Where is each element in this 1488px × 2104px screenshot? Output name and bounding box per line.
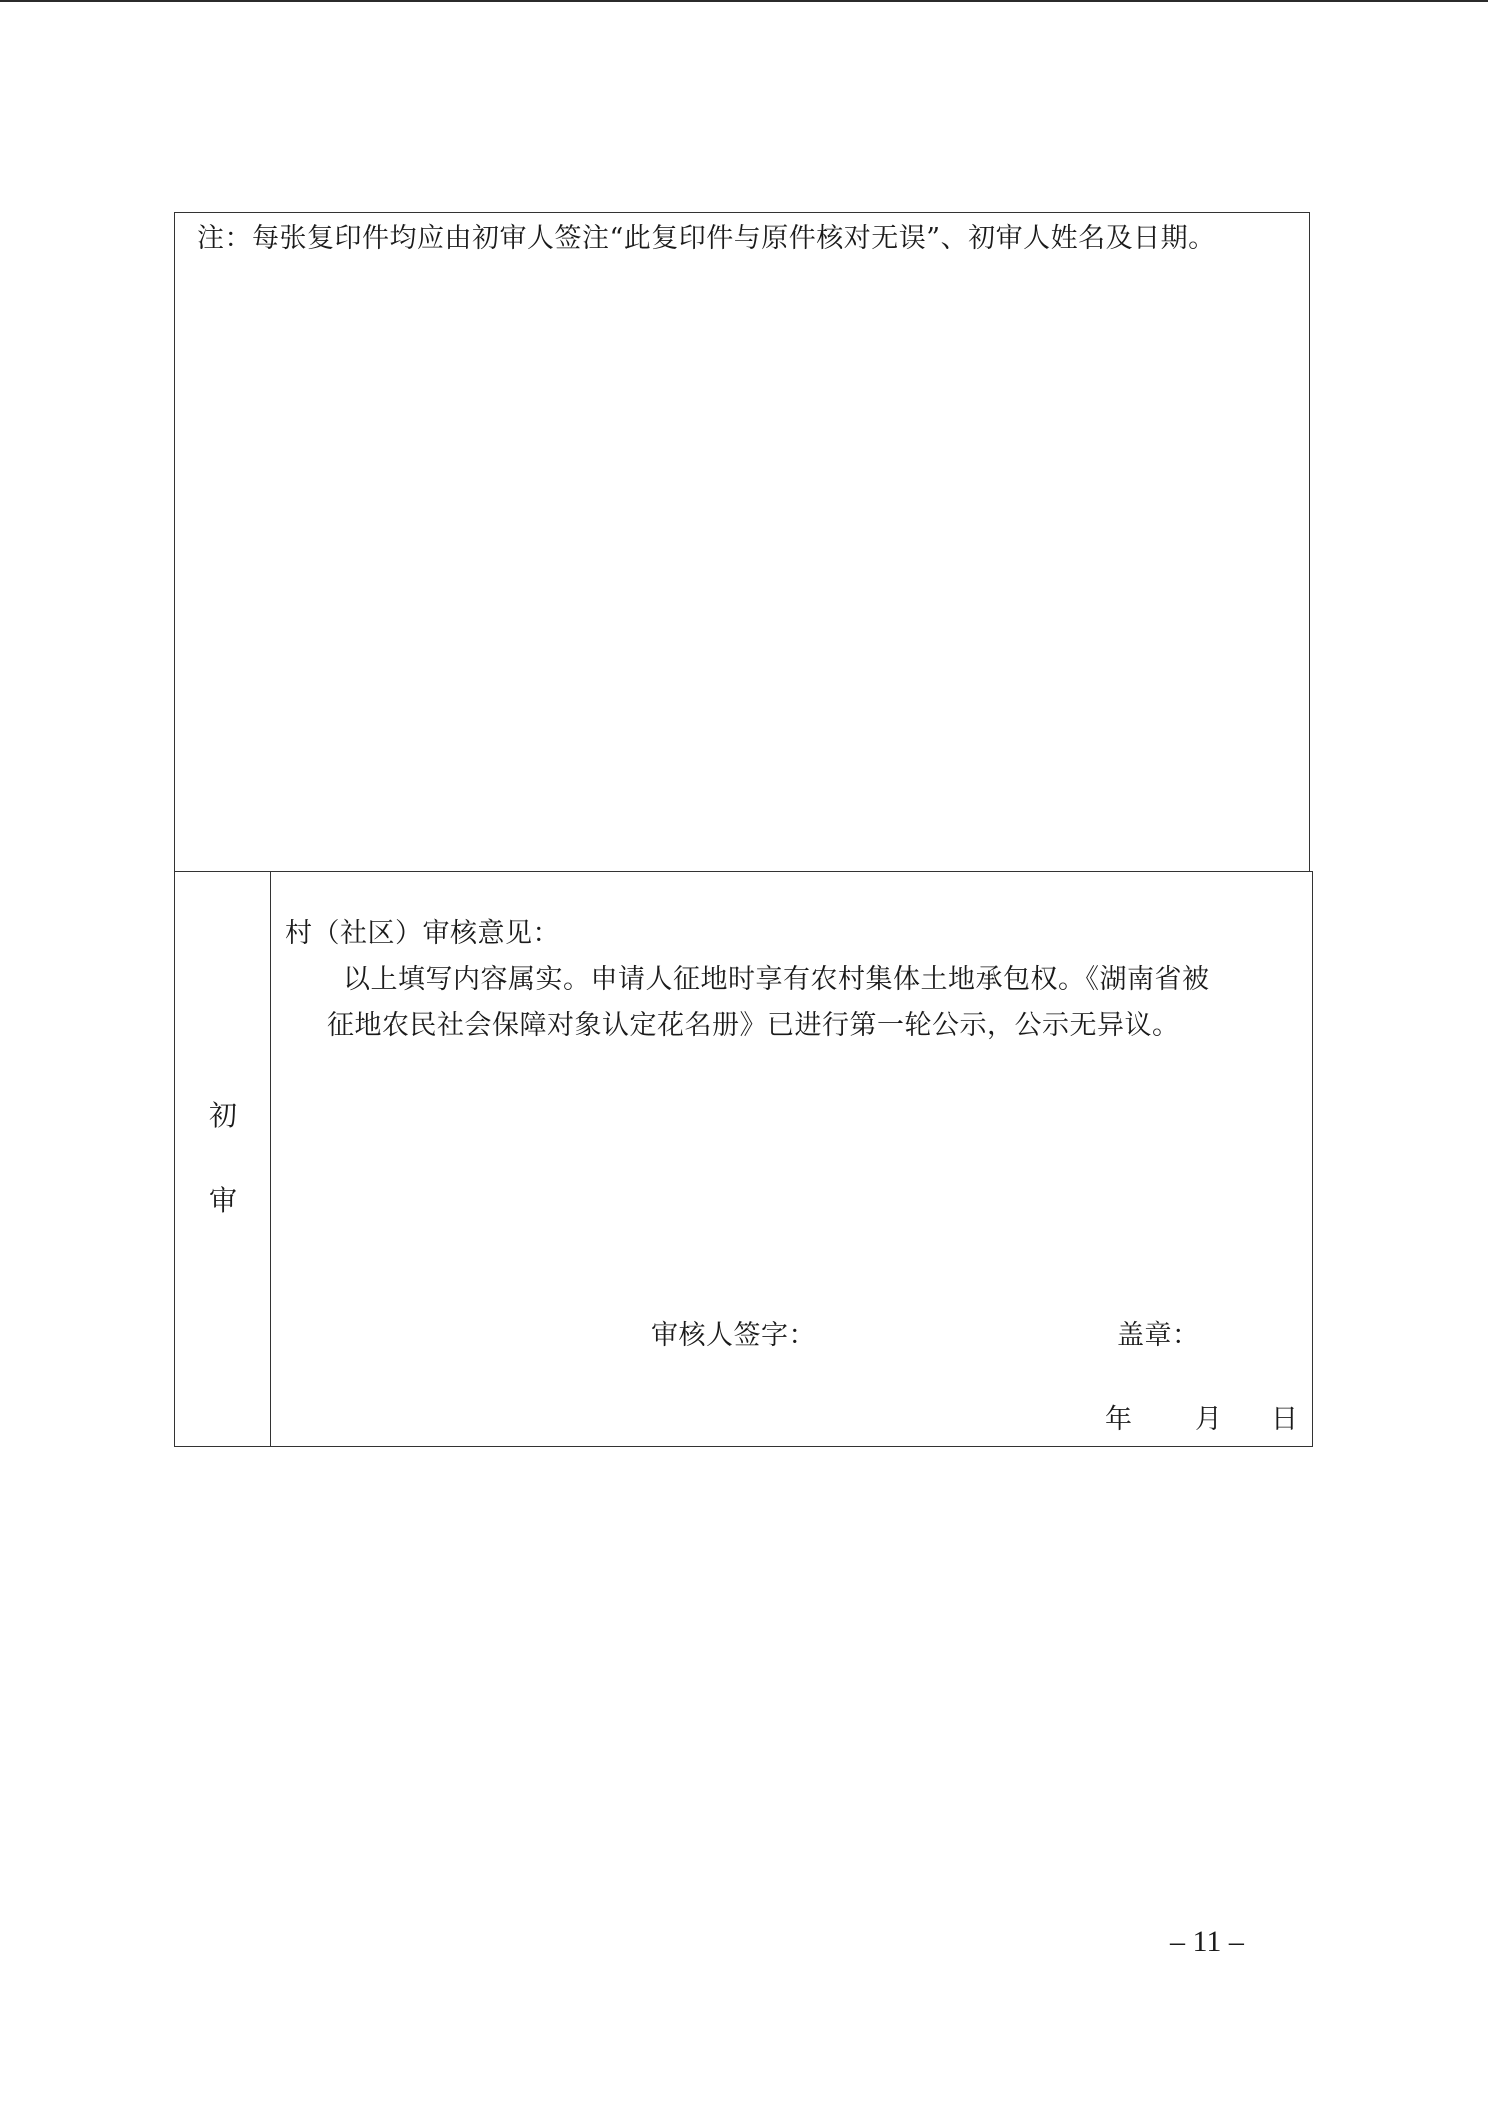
date-day-label: 日	[1271, 1404, 1298, 1435]
attachment-note-box	[174, 212, 1310, 872]
date-month-label: 月	[1195, 1404, 1222, 1435]
page-top-border	[0, 0, 1488, 2]
opinion-text-line-2: 征地农民社会保障对象认定花名册》已进行第一轮公示，公示无异议。	[327, 1010, 1180, 1041]
page-number: – 11 –	[1170, 1925, 1244, 1958]
row-label-char-1: 初	[208, 1099, 237, 1132]
seal-label: 盖章：	[1117, 1320, 1200, 1351]
copy-certification-note: 注：每张复印件均应由初审人签注“此复印件与原件核对无误”、初审人姓名及日期。	[197, 223, 1216, 254]
opinion-heading: 村（社区）审核意见：	[285, 918, 560, 949]
initial-review-table	[174, 871, 1313, 1447]
reviewer-signature-label: 审核人签字：	[651, 1320, 816, 1351]
row-label-char-2: 审	[208, 1184, 237, 1217]
review-opinion-cell	[271, 872, 1312, 1446]
date-year-label: 年	[1105, 1404, 1132, 1435]
initial-review-label-cell	[175, 872, 271, 1446]
opinion-text-line-1: 以上填写内容属实。申请人征地时享有农村集体土地承包权。《湖南省被	[343, 964, 1210, 995]
